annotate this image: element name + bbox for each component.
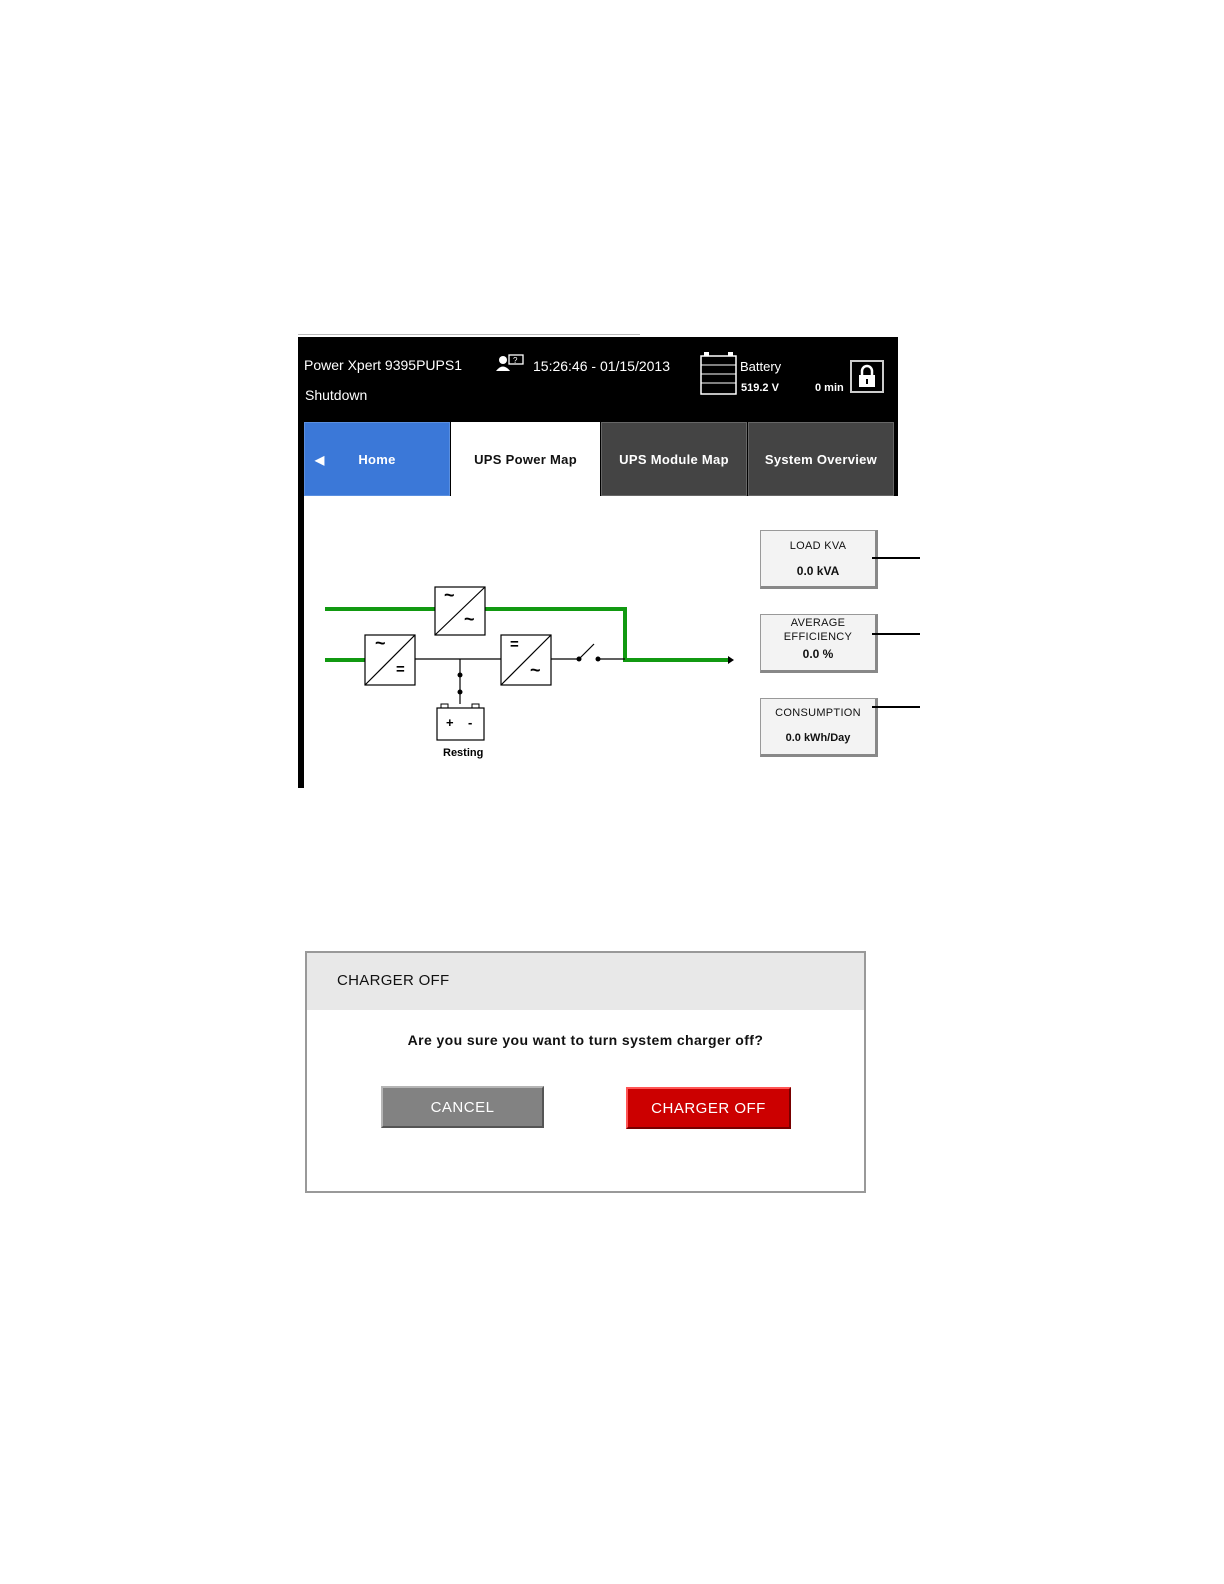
ups-screen bbox=[298, 337, 898, 788]
junction-dot bbox=[458, 673, 463, 678]
dialog-message: Are you sure you want to turn system charger off? bbox=[407, 1032, 764, 1048]
load-kva-value: 0.0 kVA bbox=[796, 564, 840, 578]
system-status: Shutdown bbox=[305, 387, 368, 403]
tab-ups-module-map-label: UPS Module Map bbox=[619, 451, 729, 467]
cancel-button[interactable]: CANCEL bbox=[381, 1086, 544, 1128]
tab-system-overview[interactable] bbox=[748, 422, 894, 496]
device-name: Power Xpert 9395PUPS1 bbox=[304, 357, 462, 373]
battery-runtime: 0 min bbox=[815, 382, 844, 394]
tab-system-overview-label: System Overview bbox=[764, 451, 878, 467]
battery-icon bbox=[700, 352, 738, 396]
charger-off-dialog bbox=[305, 951, 866, 1193]
efficiency-label-line2: EFFICIENCY bbox=[783, 631, 853, 643]
tab-ups-power-map[interactable] bbox=[451, 422, 600, 496]
rectifier-ac-symbol: ~ bbox=[375, 633, 386, 653]
efficiency-value: 0.0 % bbox=[802, 647, 834, 661]
battery-plus-symbol: + bbox=[446, 715, 454, 730]
svg-text:?: ? bbox=[513, 356, 518, 365]
load-kva-button[interactable] bbox=[760, 530, 878, 589]
tab-ups-power-map-label: UPS Power Map bbox=[474, 451, 577, 467]
output-arrow bbox=[728, 656, 734, 664]
consumption-label: CONSUMPTION bbox=[775, 707, 861, 719]
efficiency-label-line1: AVERAGE bbox=[790, 617, 846, 629]
battery-state: Resting bbox=[443, 747, 484, 759]
back-arrow-icon: ◀ bbox=[315, 453, 325, 467]
nav-tabs bbox=[304, 422, 894, 496]
average-efficiency-button[interactable] bbox=[760, 614, 878, 673]
ups-screen-inner bbox=[301, 340, 895, 785]
junction-dot bbox=[458, 690, 463, 695]
bypass-ac-out-symbol: ~ bbox=[464, 609, 475, 629]
lock-icon[interactable] bbox=[850, 360, 884, 393]
breaker-switch bbox=[579, 644, 594, 659]
tab-home[interactable] bbox=[304, 422, 450, 496]
tab-ups-module-map[interactable] bbox=[601, 422, 747, 496]
inverter-ac-symbol: ~ bbox=[530, 660, 541, 680]
charger-off-button[interactable]: CHARGER OFF bbox=[626, 1087, 791, 1129]
callout-line-efficiency bbox=[872, 633, 920, 635]
battery-label: Battery bbox=[740, 359, 782, 374]
tab-home-label: Home bbox=[358, 451, 396, 467]
inverter-dc-symbol: = bbox=[510, 636, 519, 653]
clock-date: 15:26:46 - 01/15/2013 bbox=[533, 358, 671, 374]
power-map-panel bbox=[304, 496, 898, 788]
callout-line-load bbox=[872, 557, 920, 559]
callout-line-consumption bbox=[872, 706, 920, 708]
battery-voltage: 519.2 V bbox=[741, 382, 779, 394]
battery-minus-symbol: - bbox=[468, 715, 473, 730]
power-flow-diagram bbox=[304, 496, 744, 788]
dialog-header bbox=[307, 953, 864, 1010]
operator-help-icon[interactable] bbox=[495, 354, 527, 372]
bypass-ac-in-symbol: ~ bbox=[444, 585, 455, 605]
consumption-button[interactable] bbox=[760, 698, 878, 757]
rectifier-dc-symbol: = bbox=[396, 661, 405, 678]
battery-block bbox=[437, 708, 484, 740]
consumption-value: 0.0 kWh/Day bbox=[785, 732, 851, 744]
dialog-title: CHARGER OFF bbox=[337, 972, 450, 989]
load-kva-label: LOAD KVA bbox=[789, 540, 847, 552]
